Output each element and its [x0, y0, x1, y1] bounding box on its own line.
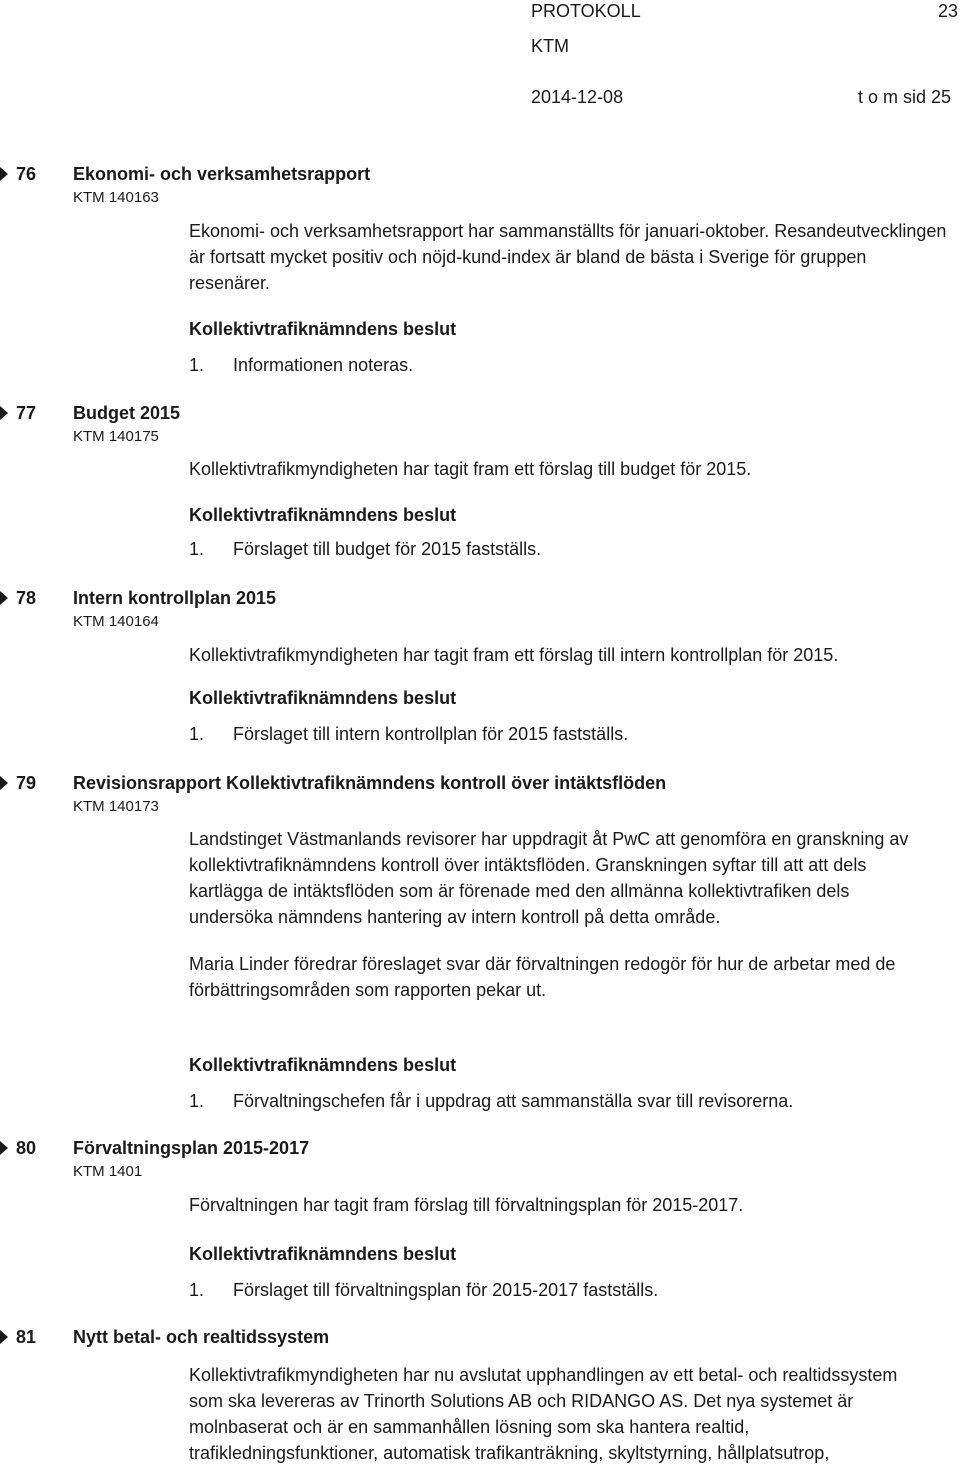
case-reference: KTM 140164: [73, 613, 159, 630]
decision-label: Kollektivtrafiknämndens beslut: [189, 1055, 457, 1075]
section-title: Intern kontrollplan 2015: [73, 588, 277, 608]
arrow-bullet-icon: [0, 1141, 8, 1155]
paragraph: Kollektivtrafikmyndigheten har tagit fram ett förslag till intern kontrollplan för 2015.: [189, 645, 839, 665]
section-number: 76: [16, 164, 37, 184]
decision-label: Kollektivtrafiknämndens beslut: [189, 505, 457, 525]
decision-item: [189, 721, 949, 747]
doc-type: PROTOKOLL: [531, 1, 641, 21]
section-body: [189, 1192, 949, 1218]
section-number: 78: [16, 588, 37, 608]
case-reference: KTM 1401: [73, 1163, 143, 1180]
case-reference: KTM 140173: [73, 798, 159, 815]
paragraph: Kollektivtrafikmyndigheten har tagit fram ett förslag till budget för 2015.: [189, 459, 752, 479]
arrow-bullet-icon: [0, 406, 8, 420]
decision-number: 1.: [189, 539, 205, 559]
section-title: Förvaltningsplan 2015-2017: [73, 1138, 310, 1158]
section-body: [189, 1362, 934, 1466]
paragraph: Landstinget Västmanlands revisorer har uppdragit åt PwC att genomföra en granskning av kollektivtrafiknämndens kontroll över intäktsflöden. Granskningen syftar till att att dels kartlägga de intäktsflöden som är förenade med den allmänna kollektivtrafiken dels undersöka nämndens hantering av intern kontroll på detta område.: [189, 829, 909, 927]
case-reference: KTM 140163: [73, 189, 159, 206]
decision-item: [189, 536, 949, 562]
section-body: [189, 826, 929, 1003]
section-title: Revisionsrapport Kollektivtrafiknämndens kontroll över intäktsflöden: [73, 773, 667, 793]
decision-item: [189, 1088, 949, 1114]
paragraph: Kollektivtrafikmyndigheten har nu avslutat upphandlingen av ett betal- och realtidssystem som ska levereras av Trinorth Solutions AB och RIDANGO AS. Det nya systemet är molnbaserat och är en sammanhållen lösning som ska hantera realtid, trafikledningsfunktioner, automatisk trafikanträkning, skyltstyrning, hållplatsutrop,: [189, 1365, 898, 1463]
decision-item: [189, 352, 949, 378]
arrow-bullet-icon: [0, 1330, 8, 1344]
decision-number: 1.: [189, 355, 205, 375]
decision-number: 1.: [189, 1091, 205, 1111]
decision-text: Förvaltningschefen får i uppdrag att sammanställa svar till revisorerna.: [233, 1091, 794, 1111]
section-body: [189, 218, 949, 296]
paragraph: Förvaltningen har tagit fram förslag till förvaltningsplan för 2015-2017.: [189, 1195, 744, 1215]
section-number: 79: [16, 773, 37, 793]
paragraph: Maria Linder föredrar föreslaget svar där förvaltningen redogör för hur de arbetar med de förbättringsområden som rapporten pekar ut.: [189, 954, 896, 1000]
section-number: 77: [16, 403, 37, 423]
section-title: Budget 2015: [73, 403, 181, 423]
case-reference: KTM 140175: [73, 428, 159, 445]
section-title: Ekonomi- och verksamhetsrapport: [73, 164, 371, 184]
decision-label: Kollektivtrafiknämndens beslut: [189, 688, 457, 708]
meeting-date: 2014-12-08: [531, 87, 624, 107]
decision-text: Förslaget till förvaltningsplan för 2015-2017 fastställs.: [233, 1280, 659, 1300]
page-range: t o m sid 25: [858, 87, 952, 107]
decision-item: [189, 1277, 949, 1303]
organization: KTM: [531, 36, 569, 56]
page-number: 23: [938, 1, 959, 21]
arrow-bullet-icon: [0, 167, 8, 181]
decision-number: 1.: [189, 1280, 205, 1300]
decision-text: Informationen noteras.: [233, 355, 414, 375]
section-number: 80: [16, 1138, 37, 1158]
paragraph: Ekonomi- och verksamhetsrapport har sammanställts för januari-oktober. Resandeutvecklingen är fortsatt mycket positiv och nöjd-kund-index är bland de bästa i Sverige för gruppen resenärer.: [189, 221, 947, 293]
decision-text: Förslaget till intern kontrollplan för 2015 fastställs.: [233, 724, 629, 744]
decision-label: Kollektivtrafiknämndens beslut: [189, 319, 457, 339]
section-body: [189, 642, 949, 668]
decision-text: Förslaget till budget för 2015 fastställs.: [233, 539, 542, 559]
decision-number: 1.: [189, 724, 205, 744]
section-body: [189, 456, 949, 482]
decision-label: Kollektivtrafiknämndens beslut: [189, 1244, 457, 1264]
arrow-bullet-icon: [0, 776, 8, 790]
section-number: 81: [16, 1327, 37, 1347]
arrow-bullet-icon: [0, 591, 8, 605]
section-title: Nytt betal- och realtidssystem: [73, 1327, 330, 1347]
